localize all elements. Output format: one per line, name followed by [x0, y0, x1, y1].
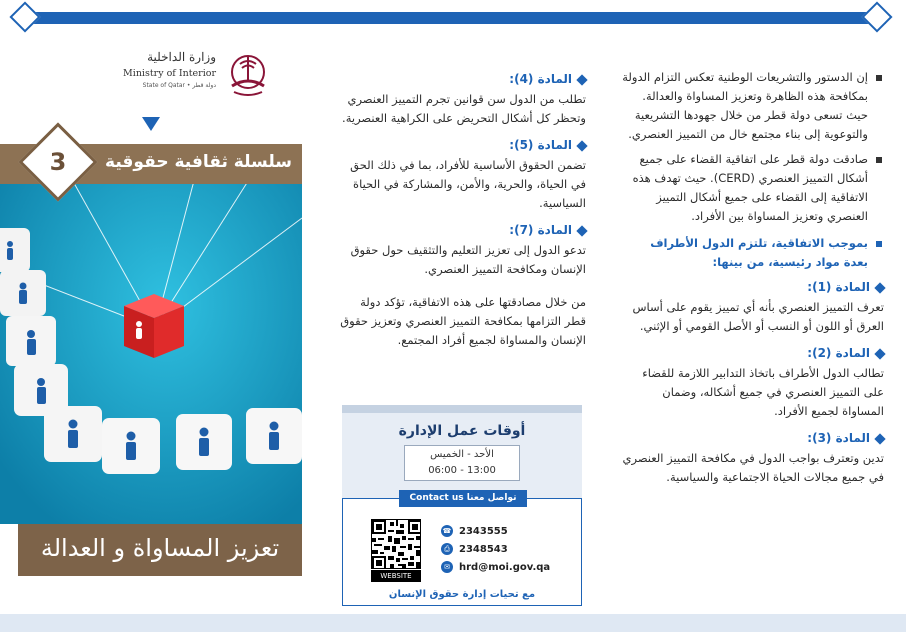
- article-title: المادة (4):: [509, 72, 572, 86]
- article-5: [336, 134, 586, 213]
- bullet-paragraph-constitution: إن الدستور والتشريعات الوطنية تعكس التزام الدولة بمكافحة هذه الظاهرة وتعزيز المساواة والعدالة. حيث تسعى دولة قطر من خلال جهودها التشريعية والتوعوية إلى بناء مجتمع خال من التمييز العنصري.: [622, 68, 884, 144]
- main-title-band: [18, 524, 302, 576]
- series-title: سلسلة ثقافية حقوقية: [105, 152, 292, 172]
- article-4: [336, 68, 586, 128]
- fax-number: 2348543: [459, 544, 508, 555]
- email-row: [441, 561, 550, 573]
- article-body: تعرف التمييز العنصري بأنه أي تمييز يقوم على أساس العرق أو اللون أو النسب أو الأصل القومي أو الإثني.: [632, 300, 884, 333]
- phone-row: [441, 525, 508, 537]
- red-die: [124, 294, 184, 358]
- closing-paragraph: من خلال مصادقتها على هذه الاتفاقية، تؤكد دولة قطر التزامها بمكافحة التمييز العنصري وتعزيز حقوق الإنسان والمساواة لجميع أفراد المجتمع.: [340, 295, 586, 347]
- articles-intro: بموجب الاتفاقية، تلتزم الدول الأطراف بعدة مواد رئيسية، من بينها:: [622, 234, 884, 272]
- diamond-bullet-icon: [576, 140, 587, 151]
- article-3: [622, 427, 884, 487]
- diamond-bullet-icon: [874, 348, 885, 359]
- logo-arabic-name: وزارة الداخلية: [147, 50, 216, 64]
- email-icon: ✉: [441, 561, 453, 573]
- cover-illustration: [0, 158, 302, 524]
- article-title: المادة (2):: [807, 346, 870, 360]
- website-qr-code[interactable]: [371, 519, 421, 569]
- ministry-logo: [84, 46, 284, 102]
- office-hours-days: الأحد - الخميس: [430, 449, 494, 460]
- article-body: تدين وتعترف بواجب الدول في مكافحة التمييز العنصري في جميع مجالات الحياة الاجتماعية والسياسية.: [622, 451, 884, 484]
- article-1: [622, 276, 884, 336]
- phone-icon: ☎: [442, 527, 452, 535]
- diamond-bullet-icon: [576, 225, 587, 236]
- office-hours-schedule: [404, 445, 520, 481]
- dice-illustration: [0, 158, 302, 524]
- diamond-bullet-icon: [576, 74, 587, 85]
- bottom-decorative-bar: [0, 614, 906, 632]
- contact-footer: مع تحيات إدارة حقوق الإنسان: [388, 589, 536, 600]
- down-arrow-icon: [142, 117, 160, 131]
- diamond-bullet-icon: [874, 282, 885, 293]
- top-left-diamond-ornament: [9, 1, 40, 32]
- article-body: تطلب من الدول سن قوانين تجرم التمييز العنصري وتحظر كل أشكال التحريض على الكراهية العنصرية.: [342, 92, 586, 125]
- series-number: 3: [49, 148, 67, 176]
- contact-header: تواصل معنا Contact us: [399, 490, 527, 507]
- right-column: [622, 68, 884, 493]
- bullet-paragraph-cerd: صادقت دولة قطر على اتفاقية القضاء على جميع أشكال التمييز العنصري (CERD). حيث تهدف هذه الاتفاقية إلى القضاء على جميع أشكال التمييز العنصري وتعزيز المساواة بين الأفراد.: [622, 150, 884, 226]
- office-hours-title: أوقات عمل الإدارة: [398, 423, 526, 439]
- top-decorative-bar: [20, 12, 886, 24]
- article-title: المادة (7):: [509, 223, 572, 237]
- office-hours-box: [342, 405, 582, 605]
- article-title: المادة (5):: [509, 138, 572, 152]
- office-hours-time: 13:00 - 06:00: [428, 465, 496, 476]
- middle-column: [336, 68, 586, 350]
- article-title: المادة (3):: [807, 431, 870, 445]
- logo-state-label: State of Qatar • دولة قطر: [142, 82, 216, 89]
- top-right-diamond-ornament: [861, 1, 892, 32]
- fax-row: [441, 543, 508, 555]
- article-title: المادة (1):: [807, 280, 870, 294]
- logo-english-name: Ministry of Interior: [123, 68, 216, 79]
- fax-icon: ⎙: [441, 543, 453, 555]
- email-address[interactable]: hrd@moi.gov.qa: [459, 562, 551, 573]
- phone-number: 2343555: [459, 526, 508, 537]
- qatar-emblem-icon: [226, 46, 270, 100]
- contact-box: [342, 493, 582, 606]
- website-label: WEBSITE: [371, 570, 421, 582]
- article-body: تطالب الدول الأطراف باتخاذ التدابير اللازمة للقضاء على التمييز العنصري في جميع أشكاله، وضمان المساواة لجميع الأفراد.: [642, 366, 884, 418]
- qr-code-icon: [372, 520, 421, 569]
- article-2: [622, 342, 884, 421]
- article-body: تضمن الحقوق الأساسية للأفراد، بما في ذلك الحق في الحياة، والحرية، والأمن، والمشاركة في الحياة السياسية.: [350, 158, 586, 210]
- main-title: تعزيز المساواة و العدالة: [40, 534, 280, 562]
- article-7: [336, 219, 586, 279]
- article-body: تدعو الدول إلى تعزيز التعليم والتثقيف حول حقوق الإنسان ومكافحة التمييز العنصري.: [350, 243, 586, 276]
- diamond-bullet-icon: [874, 433, 885, 444]
